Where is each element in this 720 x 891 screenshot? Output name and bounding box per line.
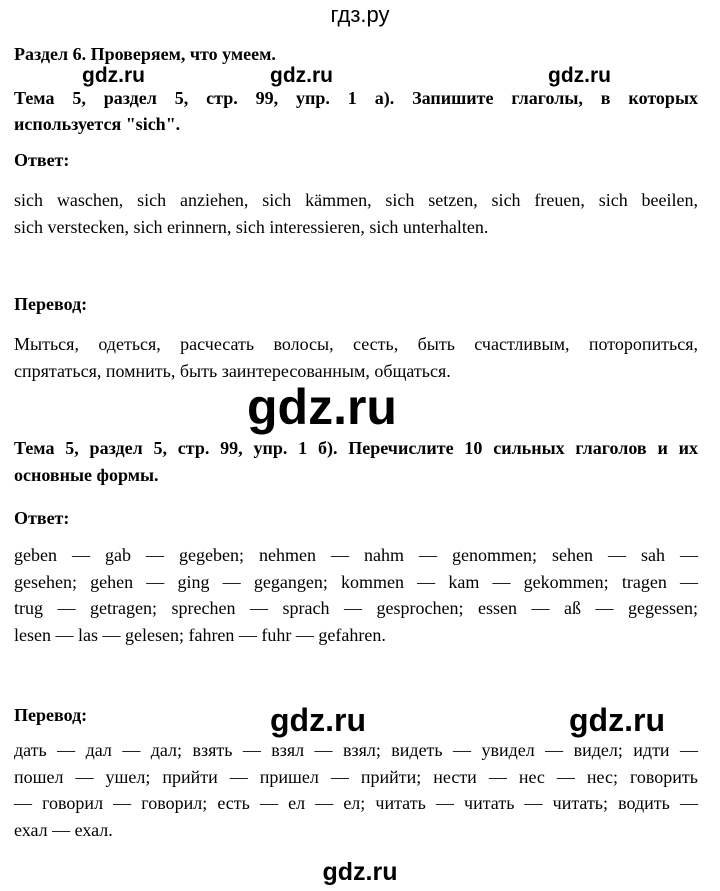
task1-answer-line: sich verstecken, sich erinnern, sich interessieren, sich unterhalten. bbox=[14, 216, 489, 237]
task2-heading-line2: основные формы. bbox=[14, 465, 159, 485]
task2-answer-line: geben — gab — gegeben; nehmen — nahm — genommen; sehen — sah — bbox=[14, 545, 698, 565]
watermark: gdz.ru bbox=[270, 64, 333, 87]
watermark: gdz.ru bbox=[82, 64, 145, 87]
site-header: гдз.ру bbox=[330, 2, 390, 27]
task1-translation-label: Перевод: bbox=[14, 294, 88, 314]
task1-translation-line: Мыться, одеться, расчесать волосы, сесть, быть счастливым, поторопиться, bbox=[14, 334, 698, 354]
watermark-footer: gdz.ru bbox=[322, 858, 398, 886]
task1-answer-label: Ответ: bbox=[14, 150, 70, 170]
task2-answer-line: lesen — las — gelesen; fahren — fuhr — gefahren. bbox=[14, 624, 386, 645]
watermark: gdz.ru bbox=[569, 702, 665, 738]
task2-translation-label: Перевод: bbox=[14, 705, 88, 725]
task2-translation-line: пошел — ушел; прийти — пришел — прийти; нести — нес — нес; говорить bbox=[14, 766, 698, 787]
watermark: gdz.ru bbox=[270, 702, 366, 738]
task2-answer-line: trug — getragen; sprechen — sprach — gesprochen; essen — aß — gegessen; bbox=[14, 598, 698, 618]
task2-answer-label: Ответ: bbox=[14, 508, 70, 528]
task2-answer bbox=[14, 542, 698, 648]
task1-heading-line2: используется "sich". bbox=[14, 114, 181, 134]
task2-heading-line1: Тема 5, раздел 5, стр. 99, упр. 1 б). Перечислите 10 сильных глаголов и их bbox=[14, 438, 698, 458]
task1-answer bbox=[14, 187, 698, 240]
task2-translation-line: ехал — ехал. bbox=[14, 819, 113, 840]
task1-heading-line1: Тема 5, раздел 5, стр. 99, упр. 1 а). Запишите глаголы, в которых bbox=[14, 88, 698, 108]
task1-answer-line: sich waschen, sich anziehen, sich kämmen, sich setzen, sich freuen, sich beeilen, bbox=[14, 190, 698, 210]
task2-answer-line: gesehen; gehen — ging — gegangen; kommen — kam — gekommen; tragen — bbox=[14, 571, 698, 592]
task2-translation bbox=[14, 737, 698, 843]
watermark-large: gdz.ru bbox=[247, 379, 397, 435]
task1-translation-line: спрятаться, помнить, быть заинтересованным, общаться. bbox=[14, 360, 451, 381]
task2-translation-line: — говорил — говорил; есть — ел — ел; читать — читать — читать; водить — bbox=[14, 793, 698, 813]
task1-translation bbox=[14, 331, 698, 384]
watermark: gdz.ru bbox=[548, 64, 611, 87]
section-title: Раздел 6. Проверяем, что умеем. bbox=[14, 44, 276, 64]
task2-translation-line: дать — дал — дал; взять — взял — взял; видеть — увидел — видел; идти — bbox=[14, 740, 698, 760]
